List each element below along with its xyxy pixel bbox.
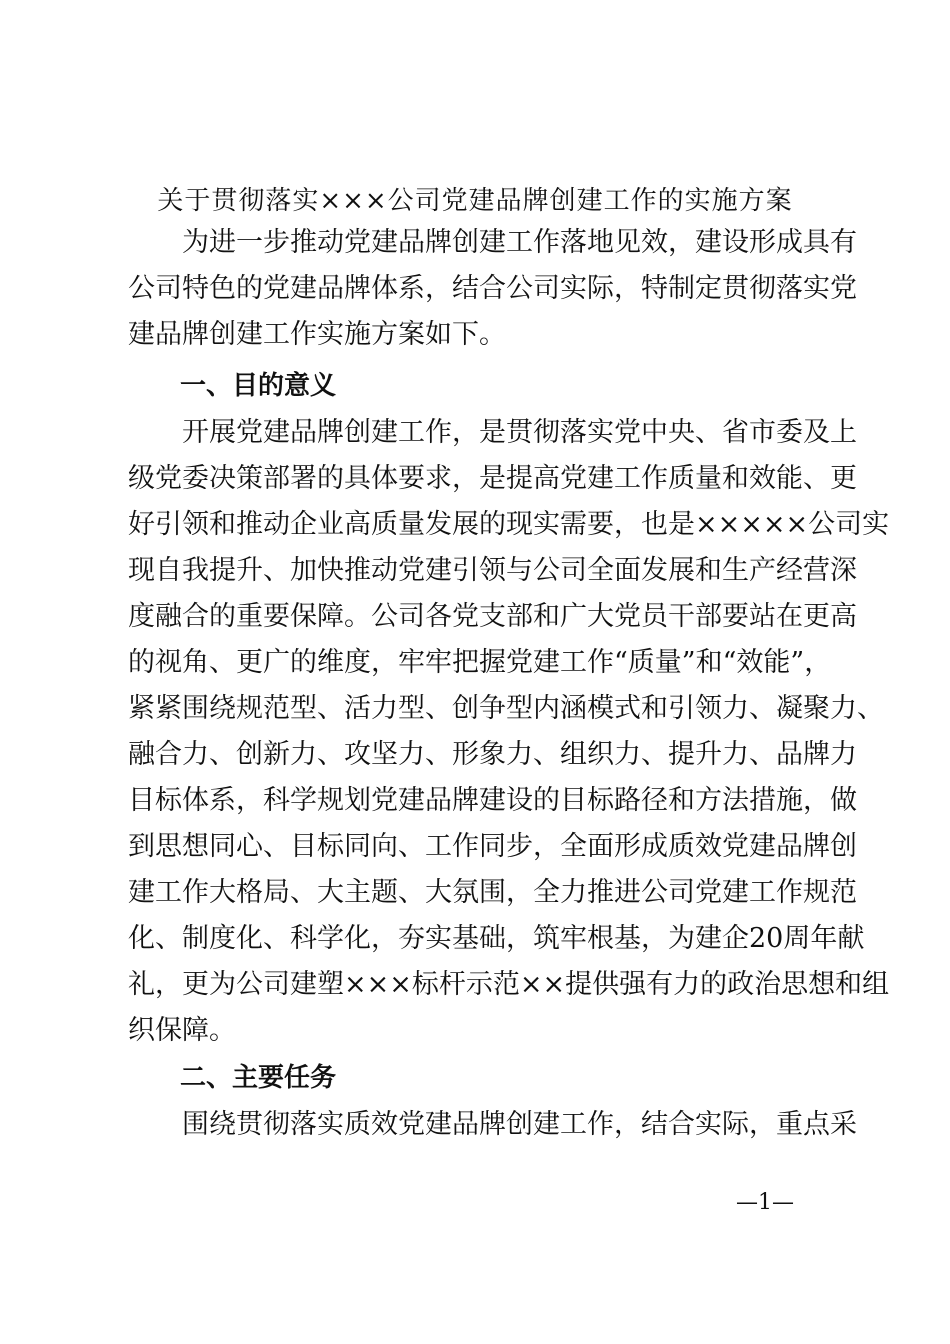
paragraph-line: 开展党建品牌创建工作，是贯彻落实党中央、省市委及上: [182, 417, 857, 448]
paragraph-line: 礼，更为公司建塑×××标杆示范××提供强有力的政治思想和组: [128, 969, 890, 1000]
page-number: —1—: [736, 1190, 794, 1215]
paragraph-line: 围绕贯彻落实质效党建品牌创建工作，结合实际，重点采: [182, 1109, 857, 1140]
paragraph-line: 级党委决策部署的具体要求，是提高党建工作质量和效能、更: [128, 463, 857, 494]
paragraph-line: 建品牌创建工作实施方案如下。: [128, 319, 506, 350]
paragraph-line: 建工作大格局、大主题、大氛围，全力推进公司党建工作规范: [128, 877, 857, 908]
intro-paragraph: [128, 220, 857, 358]
document-title: 关于贯彻落实×××公司党建品牌创建工作的实施方案: [157, 186, 793, 216]
paragraph-line: 化、制度化、科学化，夯实基础，筑牢根基，为建企20周年献: [128, 923, 865, 954]
paragraph-line: 目标体系，科学规划党建品牌建设的目标路径和方法措施，做: [128, 785, 857, 816]
paragraph-line: 织保障。: [128, 1015, 236, 1046]
paragraph-line: 紧紧围绕规范型、活力型、创争型内涵模式和引领力、凝聚力、: [128, 693, 884, 724]
paragraph-line: 度融合的重要保障。公司各党支部和广大党员干部要站在更高: [128, 601, 857, 632]
paragraph-line: 为进一步推动党建品牌创建工作落地见效，建设形成具有: [182, 227, 857, 258]
section-tasks-paragraph: [128, 1102, 857, 1148]
paragraph-line: 公司特色的党建品牌体系，结合公司实际，特制定贯彻落实党: [128, 273, 857, 304]
paragraph-line: 的视角、更广的维度，牢牢把握党建工作“质量”和“效能”，: [128, 647, 832, 678]
paragraph-line: 好引领和推动企业高质量发展的现实需要，也是×××××公司实: [128, 509, 890, 540]
section-heading-purpose: 一、目的意义: [180, 371, 337, 401]
section-purpose-paragraph: [128, 410, 890, 1054]
section-heading-tasks: 二、主要任务: [180, 1063, 337, 1093]
paragraph-line: 融合力、创新力、攻坚力、形象力、组织力、提升力、品牌力: [128, 739, 857, 770]
paragraph-line: 现自我提升、加快推动党建引领与公司全面发展和生产经营深: [128, 555, 857, 586]
paragraph-line: 到思想同心、目标同向、工作同步，全面形成质效党建品牌创: [128, 831, 857, 862]
